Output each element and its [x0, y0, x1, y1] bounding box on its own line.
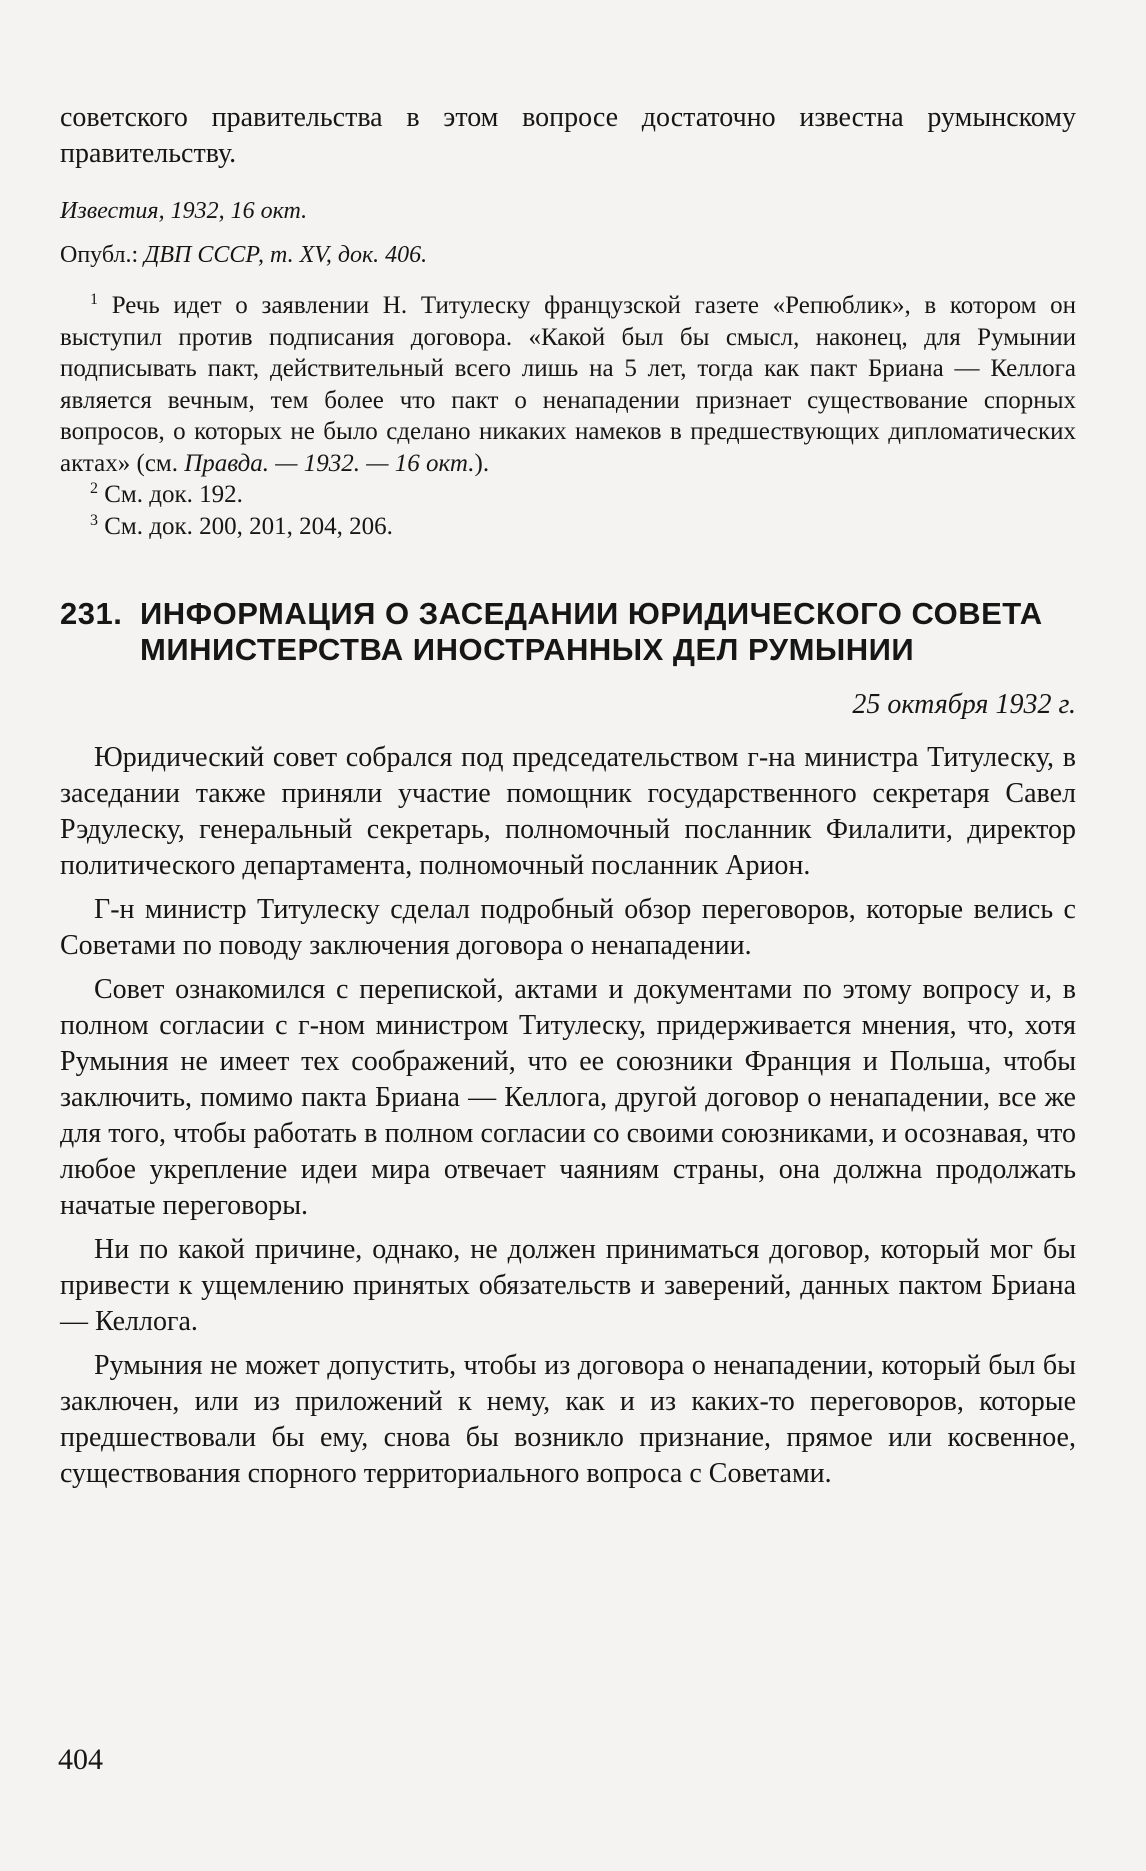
document-number: 231.: [60, 596, 123, 631]
publication-reference: [60, 240, 1076, 270]
body-paragraph: Румыния не может допустить, чтобы из договора о ненападении, который был бы заключен, или из приложений к нему, как и из каких-то переговоров, которые предшествовали бы ему, снова бы возникло признание, прямое или косвенное, существования спорного территориального вопроса с Советами.: [60, 1350, 1076, 1489]
footnote-text: Речь идет о заявлении Н. Титулеску французской газете «Репюблик», в котором он выступил против подписания договора. «Какой был бы смысл, наконец, для Румынии подписывать пакт, действительный всего лишь на 5 лет, тогда как пакт Бриана — Келлога является вечным, тем более что пакт о ненападении признает существование спорных вопросов, о которых не было сделано никаких намеков в предшествующих дипломатических актах» (см.: [60, 292, 1076, 477]
page-number: 404: [58, 1743, 103, 1776]
page-column: [60, 100, 1076, 1500]
source-citation: [60, 196, 1076, 226]
footnote-marker: 2: [90, 480, 98, 497]
footnote-marker: 1: [90, 291, 98, 308]
footnotes: [60, 290, 1076, 542]
continuation-text: советского правительства в этом вопросе достаточно известна румынскому правительству.: [60, 102, 1076, 169]
source-publication: Известия, 1932, 16 окт.: [60, 198, 308, 224]
document-title: ИНФОРМАЦИЯ О ЗАСЕДАНИИ ЮРИДИЧЕСКОГО СОВЕТА МИНИСТЕРСТВА ИНОСТРАННЫХ ДЕЛ РУМЫНИИ: [140, 596, 1043, 667]
body-paragraph: Совет ознакомился с перепиской, актами и документами по этому вопросу и, в полном согласии с г-ном министром Титулеску, придерживается мнения, что, хотя Румыния не имеет тех соображений, что ее союзники Франция и Польша, чтобы заключить, помимо пакта Бриана — Келлога, другой договор о ненападении, все же для того, чтобы работать в полном согласии со своими союзниками, и осознавая, что любое укрепление идеи мира отвечает чаяниям страны, она должна продолжать начатые переговоры.: [60, 974, 1076, 1221]
footnote-marker: 3: [90, 511, 98, 529]
body-paragraph: Юридический совет собрался под председательством г-на министра Титулеску, в заседании также приняли участие помощник государственного секретаря Савел Рэдулеску, генеральный секретарь, полномочный посланник Филалити, директор политического департамента, полномочный посланник Арион.: [60, 742, 1076, 881]
footnote: [60, 290, 1076, 479]
footnote-text: См. док. 192.: [104, 481, 243, 508]
footnote-tail: ).: [474, 449, 490, 477]
footnote-italic-ref: Правда. — 1932. — 16 окт.: [184, 449, 475, 477]
footnote-text: См. док. 200, 201, 204, 206.: [104, 512, 393, 540]
publication-prefix: Опубл.:: [60, 242, 139, 268]
document-heading: [60, 596, 1076, 668]
footnote: [60, 479, 1076, 511]
document-body: [60, 740, 1076, 1492]
publication-ref: ДВП СССР, т. XV, док. 406.: [144, 242, 428, 268]
footnote: [60, 511, 1076, 543]
body-paragraph: Ни по какой причине, однако, не должен приниматься договор, который мог бы привести к ущемлению принятых обязательств и заверений, данных пактом Бриана — Келлога.: [60, 1234, 1076, 1337]
body-paragraph: Г-н министр Титулеску сделал подробный обзор переговоров, которые велись с Советами по поводу заключения договора о ненападении.: [60, 894, 1076, 961]
document-date: 25 октября 1932 г.: [852, 689, 1076, 720]
